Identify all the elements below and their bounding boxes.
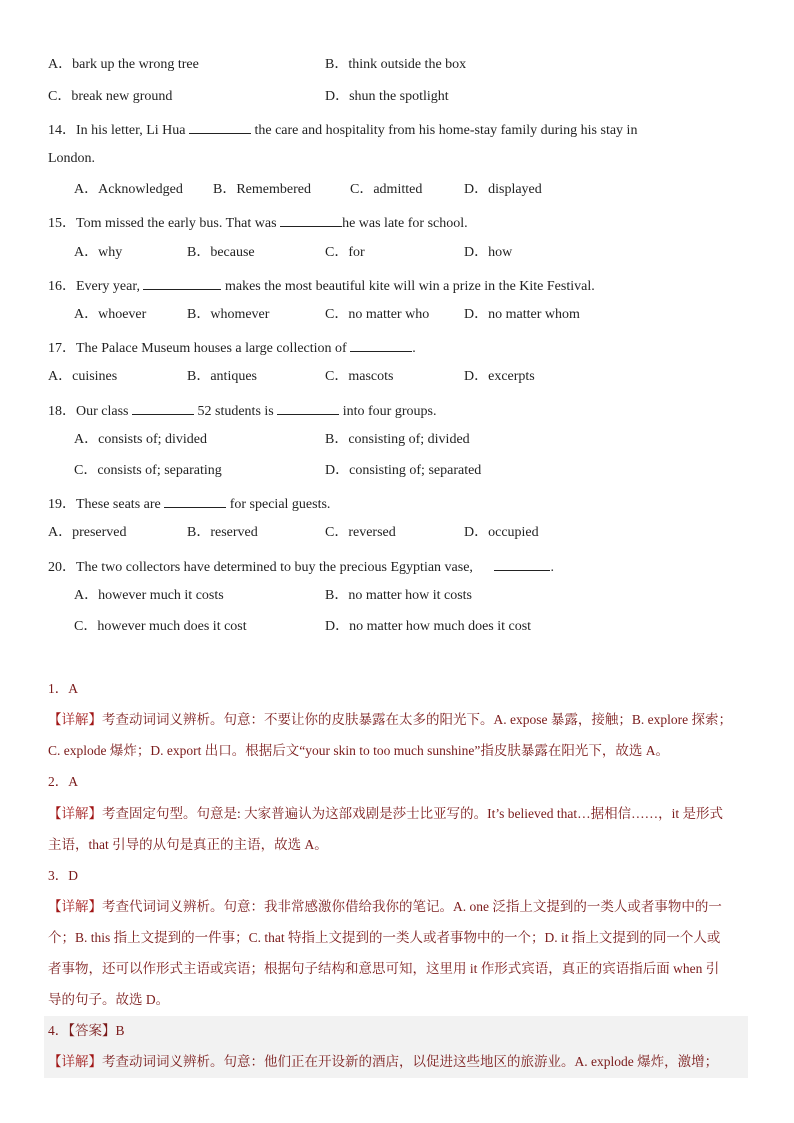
q17-option-d: D．excerpts — [464, 369, 535, 384]
answer-1-detail-tag: 【详解】 — [48, 712, 102, 727]
q18-blank-1 — [132, 400, 194, 415]
q19-option-a: A．preserved — [48, 525, 127, 540]
q16-option-d: D．no matter whom — [464, 307, 580, 322]
answer-3-line-2: 个；B. this 指上文提到的一件事；C. that 特指上文提到的一类人或者事物中的一个；D. it 指上文提到的同一个人或 — [48, 930, 721, 945]
answer-2-text: 考查固定句型。句意是: 大家普遍认为这部戏剧是莎士比亚写的。It’s believed that…据相信……，it 是形式 — [102, 806, 723, 821]
q18-option-c: C．consists of; separating — [74, 463, 222, 478]
q19-option-b: B．reserved — [187, 525, 258, 540]
answer-3-line-3: 者事物，还可以作形式主语或宾语；根据句子结构和意思可知，这里用 it 作形式宾语，真正的宾语指后面 when 引 — [48, 961, 720, 976]
q19-option-d: D．occupied — [464, 525, 539, 540]
q14-option-a: A．Acknowledged — [74, 182, 183, 197]
q16-option-a: A．whoever — [74, 307, 147, 322]
q20-option-b: B．no matter how it costs — [325, 588, 472, 603]
q17-blank — [350, 337, 412, 352]
q15-stem-start: 15．Tom missed the early bus. That was — [48, 216, 277, 231]
answer-4-text: 考查动词词义辨析。句意：他们正在开设新的酒店，以促进这些地区的旅游业。A. explode 爆炸，激增； — [102, 1054, 719, 1069]
q13-option-a: A．bark up the wrong tree — [48, 57, 199, 72]
answer-1-text: 考查动词词义辨析。句意：不要让你的皮肤暴露在太多的阳光下。A. expose 暴露，接触；B. explore 探索； — [102, 712, 732, 727]
answer-2-detail-tag: 【详解】 — [48, 806, 102, 821]
q19-stem-end: for special guests. — [229, 497, 331, 512]
q16-option-c: C．no matter who — [325, 307, 430, 322]
q20-option-c: C．however much does it cost — [74, 619, 247, 634]
q17-stem-start: 17．The Palace Museum houses a large collection of — [48, 341, 347, 356]
q15-stem — [48, 212, 468, 233]
q20-blank — [494, 556, 550, 571]
answer-2-number: 2．A — [48, 774, 78, 789]
answer-3-line-4: 导的句子。故选 D。 — [48, 992, 170, 1007]
q14-option-d: D．displayed — [464, 182, 542, 197]
q18-stem-end: into four groups. — [342, 404, 437, 419]
q18-blank-2 — [277, 400, 339, 415]
q19-option-c: C．reversed — [325, 525, 396, 540]
q20-stem-start: 20．The two collectors have determined to buy the precious Egyptian vase, — [48, 560, 473, 575]
q20-option-d: D．no matter how much does it cost — [325, 619, 532, 634]
q20-stem-end: . — [550, 560, 554, 575]
q15-option-d: D．how — [464, 245, 513, 260]
q19-stem-start: 19．These seats are — [48, 497, 161, 512]
answer-2-line-1 — [48, 805, 723, 823]
q16-stem-end: makes the most beautiful kite will win a prize in the Kite Festival. — [224, 279, 595, 294]
q17-option-c: C．mascots — [325, 369, 394, 384]
q20-option-a: A．however much it costs — [74, 588, 224, 603]
answer-1-line-1 — [48, 711, 732, 729]
q15-stem-end: he was late for school. — [342, 216, 468, 231]
q13-option-b: B．think outside the box — [325, 57, 467, 72]
answer-4-line-1 — [48, 1053, 718, 1071]
answer-3-number: 3．D — [48, 868, 78, 883]
answer-1-line-2: C. explode 爆炸；D. export 出口。根据后文“your skin to too much sunshine”指皮肤暴露在阳光下，故选 A。 — [48, 743, 669, 758]
q15-option-c: C．for — [325, 245, 365, 260]
answer-2-line-2: 主语，that 引导的从句是真正的主语，故选 A。 — [48, 837, 328, 852]
q19-blank — [164, 493, 226, 508]
answer-3-line-1 — [48, 898, 722, 916]
q17-stem — [48, 337, 416, 358]
q16-option-b: B．whomever — [187, 307, 270, 322]
q18-option-a: A．consists of; divided — [74, 432, 207, 447]
q17-option-a: A．cuisines — [48, 369, 118, 384]
q13-option-c: C．break new ground — [48, 89, 173, 104]
q18-stem — [48, 400, 436, 421]
q13-option-d: D．shun the spotlight — [325, 89, 449, 104]
q18-option-d: D．consisting of; separated — [325, 463, 482, 478]
q18-stem-start: 18．Our class — [48, 404, 129, 419]
answer-1-number: 1．A — [48, 681, 78, 696]
q14-stem-start: 14．In his letter, Li Hua — [48, 123, 186, 138]
q14-stem-continued: London. — [48, 151, 96, 166]
q16-stem-start: 16．Every year, — [48, 279, 140, 294]
q14-option-b: B．Remembered — [213, 182, 311, 197]
q14-stem — [48, 119, 637, 140]
answer-3-text: 考查代词词义辨析。句意：我非常感激你借给我你的笔记。A. one 泛指上文提到的一类人或者事物中的一 — [102, 899, 722, 914]
q19-stem — [48, 493, 330, 514]
q17-stem-end: . — [412, 341, 416, 356]
answer-4-detail-tag: 【详解】 — [48, 1054, 102, 1069]
q17-option-b: B．antiques — [187, 369, 257, 384]
q14-stem-end: the care and hospitality from his home-stay family during his stay in — [254, 123, 638, 138]
q16-stem — [48, 275, 595, 296]
q15-option-b: B．because — [187, 245, 255, 260]
q14-blank — [189, 119, 251, 134]
q18-option-b: B．consisting of; divided — [325, 432, 470, 447]
q18-stem-middle: 52 students is — [197, 404, 274, 419]
answer-3-detail-tag: 【详解】 — [48, 899, 102, 914]
q15-option-a: A．why — [74, 245, 123, 260]
answer-4-number: 4．【答案】B — [48, 1023, 125, 1038]
q16-blank — [143, 275, 221, 290]
q20-stem — [48, 556, 554, 577]
q15-blank — [280, 212, 342, 227]
q14-option-c: C．admitted — [350, 182, 423, 197]
